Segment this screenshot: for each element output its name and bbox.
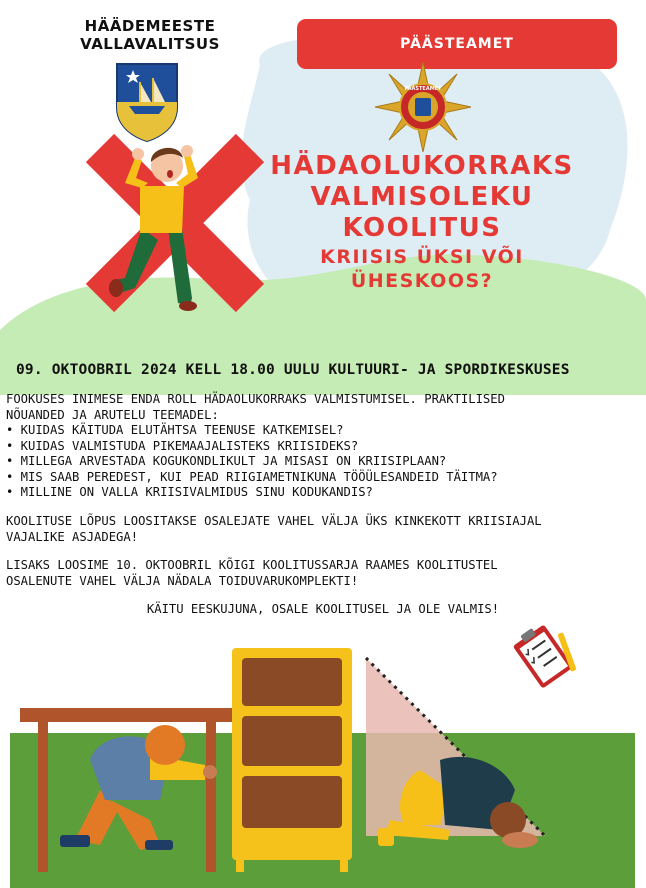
panic-illustration <box>80 128 270 323</box>
municipality-title <box>70 17 230 53</box>
topic-item: • KUIDAS KÄITUDA ELUTÄHTSA TEENUSE KATKEMISEL? <box>6 423 344 437</box>
raffle-block <box>6 514 626 545</box>
shelf-illustration <box>232 648 352 872</box>
headline-line3: KOOLITUS <box>342 213 502 243</box>
topic-item: • MILLEGA ARVESTADA KOGUKONDLIKULT JA MISASI ON KRIISIPLAAN? <box>6 454 447 468</box>
raffle-line: KOOLITUSE LÕPUS LOOSITAKSE OSALEJATE VAHEL VÄLJA ÜKS KINKEKOTT KRIISIAJAL <box>6 514 542 528</box>
headline-line2: VALMISOLEKU <box>310 182 534 212</box>
headline-subtitle-line2: ÜHESKOOS? <box>350 270 494 292</box>
municipality-title-line2: VALLAVALITSUS <box>80 35 220 53</box>
topic-item: • KUIDAS VALMISTUDA PIKEMAAJALISTEKS KRIISIDEKS? <box>6 438 359 453</box>
extra-raffle-block <box>6 558 626 589</box>
topic-item: • MIS SAAB PEREDEST, KUI PEAD RIIGIAMETNIKUNA TÖÖÜLESANDEID TÄITMA? <box>6 469 498 484</box>
organizer-badge: PÄÄSTEAMET <box>297 19 617 69</box>
emblem-text: PÄÄSTEAMET <box>404 86 442 92</box>
person-under-table <box>60 725 217 850</box>
event-date-location: 09. OKTOOBRIL 2024 KELL 18.00 UULU KULTUURI- JA SPORDIKESKUSES <box>16 362 570 378</box>
intro-block <box>6 392 626 501</box>
extra-line: OSALENUTE VAHEL VÄLJA NÄDALA TOIDUVARUKOMPLEKTI! <box>6 573 359 588</box>
closing-slogan: KÄITU EESKUJUNA, OSALE KOOLITUSEL JA OLE VALMIS! <box>146 602 500 616</box>
safety-scene-illustration <box>0 640 646 888</box>
headline-line1: HÄDAOLUKORRAKS <box>270 151 574 181</box>
municipality-title-line1: HÄÄDEMEESTE <box>84 17 216 35</box>
extra-line: LISAKS LOOSIME 10. OKTOOBRIL KÕIGI KOOLITUSSARJA RAAMES KOOLITUSTEL <box>6 558 498 572</box>
intro-line: NÕUANDED JA ARUTELU TEEMADEL: <box>6 407 219 422</box>
headline-subtitle-line1: KRIISIS ÜKSI VÕI <box>320 246 524 268</box>
intro-line: FOOKUSES INIMESE ENDA ROLL HÄDAOLUKORRAKS VALMISTUMISEL. PRAKTILISED <box>6 392 505 406</box>
topic-item: • MILLINE ON VALLA KRIISIVALMIDUS SINU KODUKANDIS? <box>6 485 373 499</box>
rescue-board-emblem <box>373 62 473 152</box>
raffle-line: VAJALIKE ASJADEGA! <box>6 529 139 544</box>
